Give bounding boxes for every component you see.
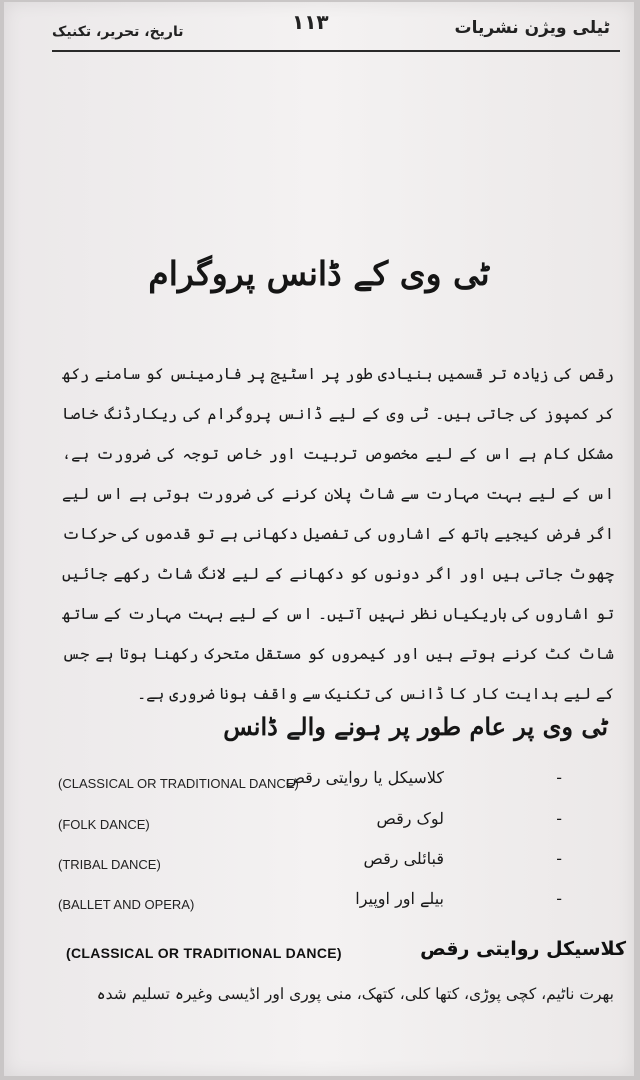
page-header <box>4 2 634 62</box>
body-last-line: بھرت ناٹیم، کچی پوڑی، کتھا کلی، کتھک، منی پوری اور اڈیسی وغیرہ تسلیم شدہ <box>96 985 614 1003</box>
section-subheading: ٹی وی پر عام طور پر ہونے والے ڈانس <box>223 712 608 741</box>
classical-section-heading <box>66 938 626 972</box>
dance-english: (FOLK DANCE) <box>58 817 150 832</box>
dance-english: (TRIBAL DANCE) <box>58 857 161 872</box>
header-subtitle: تاریخ، تحریر، تکنیک <box>52 24 184 40</box>
header-book-title: ٹیلی ویژن نشریات <box>454 18 610 38</box>
header-divider <box>52 50 620 52</box>
dance-list-item <box>4 805 634 839</box>
dance-english: (BALLET AND OPERA) <box>58 897 195 912</box>
dance-list-item <box>4 845 634 879</box>
list-dash: - <box>556 849 562 868</box>
book-page <box>4 2 634 1076</box>
section-heading-english: (CLASSICAL OR TRADITIONAL DANCE) <box>66 945 342 961</box>
chapter-title: ٹی وی کے ڈانس پروگرام <box>148 254 490 293</box>
dance-english: (CLASSICAL OR TRADITIONAL DANCE) <box>58 776 299 791</box>
list-dash: - <box>556 889 562 908</box>
list-dash: - <box>556 768 562 787</box>
dance-list-item <box>4 885 634 919</box>
dance-urdu: قبائلی رقص <box>363 849 444 868</box>
body-paragraph: رقص کی زیادہ تر قسمیں بنیادی طور پر اسٹیج پر فارمینس کو سامنے رکھ کر کمپوز کی جاتی ہیں۔ ٹی وی کے لیے ڈانس پروگرام کی ریکارڈنگ خاصا مشکل کام ہے اس کے لیے مخصوص تربیت اور خاص توجہ کی ضرورت ہے، اس کے لیے بہت مہارت سے شاٹ پلان کرنے کی ضرورت ہوتی ہے اس لیے اگر فرض کیجیے ہاتھ کے اشاروں کی تفصیل دکھانی ہے تو قدموں کی حرکات چھوٹ جاتی ہیں اور اگر دونوں کو دکھانے کے لیے لانگ شاٹ رکھے جائیں تو اشاروں کی باریکیاں نظر نہیں آتیں۔ اس کے لیے بہت مہارت کے ساتھ شاٹ کٹ کرنے ہوتے ہیں اور کیمروں کو مستقل متحرک رکھنا ہوتا ہے جس کے لیے ہدایت کار کا ڈانس کی تکنیک سے واقف ہونا ضروری ہے۔ <box>62 365 614 703</box>
dance-urdu: لوک رقص <box>376 809 444 828</box>
section-heading-urdu: کلاسیکل روایتی رقص <box>420 938 626 960</box>
dance-list-item <box>4 764 634 798</box>
page-number: ۱۱۳ <box>292 10 329 34</box>
dance-urdu: بیلے اور اوپیرا <box>355 889 444 908</box>
list-dash: - <box>556 809 562 828</box>
dance-urdu: کلاسیکل یا روایتی رقص <box>285 768 444 787</box>
